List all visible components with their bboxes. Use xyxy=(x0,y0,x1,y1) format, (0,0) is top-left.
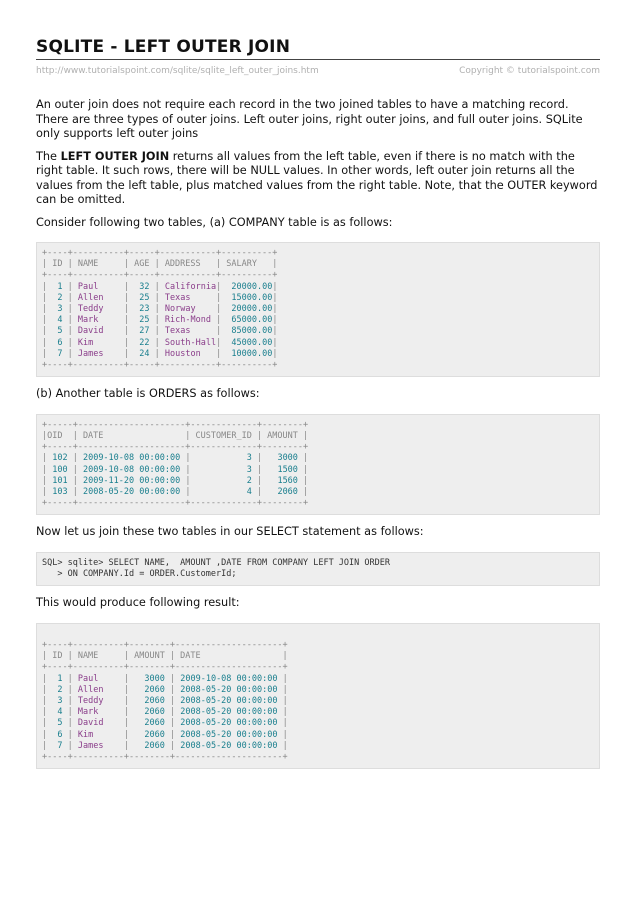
table-row: | 1 | Paul | 32 | California| 20000.00| xyxy=(42,281,278,292)
table-border: +----+----------+-----+-----------+----------+ xyxy=(42,270,278,281)
table-header: |OID | DATE | CUSTOMER_ID | AMOUNT | xyxy=(42,430,309,441)
table-border: +----+----------+--------+---------------------+ xyxy=(42,639,288,650)
table-row: | 1 | Paul | 3000 | 2009-10-08 00:00:00 | xyxy=(42,673,288,684)
table-row: | 2 | Allen | 25 | Texas | 15000.00| xyxy=(42,292,278,303)
table-row: | 4 | Mark | 2060 | 2008-05-20 00:00:00 | xyxy=(42,707,288,718)
table-row: | 5 | David | 2060 | 2008-05-20 00:00:00 | xyxy=(42,718,288,729)
table-border: +----+----------+--------+---------------------+ xyxy=(42,662,288,673)
join-intro: Now let us join these two tables in our SELECT statement as follows: xyxy=(36,525,424,539)
table-row: | 6 | Kim | 22 | South-Hall| 45000.00| xyxy=(42,337,278,348)
table-header: | ID | NAME | AGE | ADDRESS | SALARY | xyxy=(42,259,278,270)
table-row: | 6 | Kim | 2060 | 2008-05-20 00:00:00 | xyxy=(42,729,288,740)
table-row: | 3 | Teddy | 23 | Norway | 20000.00| xyxy=(42,304,278,315)
document-page xyxy=(36,36,600,769)
table-rows xyxy=(42,453,594,498)
page-title: SQLITE - LEFT OUTER JOIN xyxy=(36,37,291,57)
table-border: +----+----------+-----+-----------+----------+ xyxy=(42,248,278,258)
query-line-2: > ON COMPANY.Id = ORDER.CustomerId; xyxy=(42,569,237,580)
title-rule xyxy=(36,59,600,60)
table-row: | 3 | Teddy | 2060 | 2008-05-20 00:00:00 | xyxy=(42,695,288,706)
table-rows xyxy=(42,282,594,360)
table-row: | 100 | 2009-10-08 00:00:00 | 3 | 1500 | xyxy=(42,464,309,475)
table-row: | 102 | 2009-10-08 00:00:00 | 3 | 3000 | xyxy=(42,453,309,464)
table-row: | 5 | David | 27 | Texas | 85000.00| xyxy=(42,326,278,337)
definition-rest: returns all values from the left table, even if there is no match with the right table. It such rows, there will be NULL values. In other words, left outer join returns all the values from the left table, plus matched values from the right table. Note, that the OUTER keyword can be omitted. xyxy=(36,149,598,206)
orders-intro: (b) Another table is ORDERS as follows: xyxy=(36,387,260,401)
orders-table-block xyxy=(36,414,600,516)
blank-line xyxy=(42,629,594,640)
table-row: | 103 | 2008-05-20 00:00:00 | 4 | 2060 | xyxy=(42,486,309,497)
meta-bar xyxy=(36,64,600,80)
result-intro: This would produce following result: xyxy=(36,596,240,610)
definition-paragraph xyxy=(36,150,600,208)
table-border: +-----+---------------------+-------------+--------+ xyxy=(42,442,309,453)
table-row: | 7 | James | 2060 | 2008-05-20 00:00:00 | xyxy=(42,740,288,751)
table-border: +----+----------+--------+---------------------+ xyxy=(42,751,288,762)
table-rows xyxy=(42,674,594,752)
company-table-block xyxy=(36,242,600,377)
result-table-block xyxy=(36,623,600,769)
copyright-notice: Copyright © tutorialspoint.com xyxy=(459,66,600,76)
table-border: +-----+---------------------+-------------+--------+ xyxy=(42,419,309,430)
table-row: | 4 | Mark | 25 | Rich-Mond | 65000.00| xyxy=(42,315,278,326)
table-row: | 7 | James | 24 | Houston | 10000.00| xyxy=(42,348,278,359)
table-border: +-----+---------------------+-------------+--------+ xyxy=(42,498,309,509)
definition-prefix: The xyxy=(36,149,61,163)
intro-paragraph: An outer join does not require each record in the two joined tables to have a matching record. There are three types of outer joins. Left outer joins, right outer joins, and full outer joins. SQLite only supports left outer joins xyxy=(36,98,583,140)
query-block xyxy=(36,552,600,586)
table-header: | ID | NAME | AMOUNT | DATE | xyxy=(42,651,288,662)
query-line-1: SQL> sqlite> SELECT NAME, AMOUNT ,DATE FROM COMPANY LEFT JOIN ORDER xyxy=(42,557,390,568)
table-row: | 2 | Allen | 2060 | 2008-05-20 00:00:00 | xyxy=(42,684,288,695)
table-border: +----+----------+-----+-----------+----------+ xyxy=(42,360,278,371)
company-intro: Consider following two tables, (a) COMPANY table is as follows: xyxy=(36,215,393,229)
definition-keyword: LEFT OUTER JOIN xyxy=(60,149,170,163)
table-row: | 101 | 2009-11-20 00:00:00 | 2 | 1560 | xyxy=(42,475,309,486)
source-url[interactable]: http://www.tutorialspoint.com/sqlite/sqlite_left_outer_joins.htm xyxy=(36,66,319,76)
